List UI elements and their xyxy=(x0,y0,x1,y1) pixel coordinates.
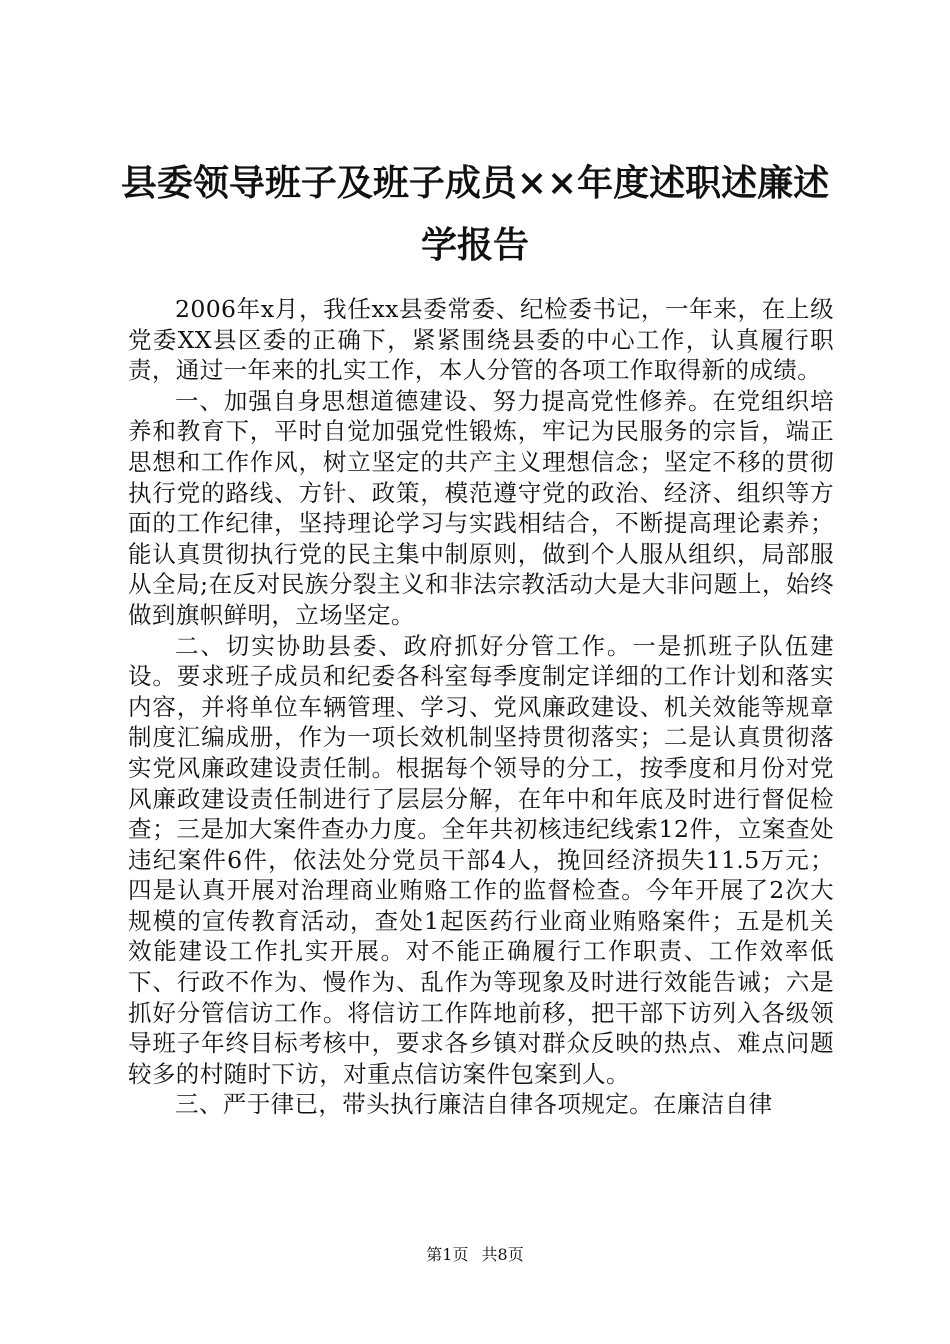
document-title-line-2: 学报告 xyxy=(420,224,529,266)
paragraph-section-1: 一、加强自身思想道德建设、努力提高党性修养。在党组织培养和教育下，平时自觉加强党性锻炼，牢记为民服务的宗旨，端正思想和工作作风，树立坚定的共产主义理想信念；坚定不移的贯彻执行党的路线、方针、政策，模范遵守党的政治、经济、组织等方面的工作纪律，坚持理论学习与实践相结合，不断提高理论素养；能认真贯彻执行党的民主集中制原则，做到个人服从组织，局部服从全局;在反对民族分裂主义和非法宗教活动大是大非问题上，始终做到旗帜鲜明，立场坚定。 xyxy=(128,386,834,629)
document-title xyxy=(110,152,840,276)
document-title-line-1: 县委领导班子及班子成员××年度述职述廉述 xyxy=(120,162,830,204)
page-footer xyxy=(0,1245,950,1265)
paragraph-section-2: 二、切实协助县委、政府抓好分管工作。一是抓班子队伍建设。要求班子成员和纪委各科室每季度制定详细的工作计划和落实内容，并将单位车辆管理、学习、党风廉政建设、机关效能等规章制度汇编成册，作为一项长效机制坚持贯彻落实；二是认真贯彻落实党风廉政建设责任制。根据每个领导的分工，按季度和月份对党风廉政建设责任制进行了层层分解，在年中和年底及时进行督促检查；三是加大案件查办力度。全年共初核违纪线索12件，立案查处违纪案件6件，依法处分党员干部4人，挽回经济损失11.5万元；四是认真开展对治理商业贿赂工作的监督检查。今年开展了2次大规模的宣传教育活动，查处1起医药行业商业贿赂案件；五是机关效能建设工作扎实开展。对不能正确履行工作职责、工作效率低下、行政不作为、慢作为、乱作为等现象及时进行效能告诫；六是抓好分管信访工作。将信访工作阵地前移，把干部下访列入各级领导班子年终目标考核中，要求各乡镇对群众反映的热点、难点问题较多的村随时下访，对重点信访案件包案到人。 xyxy=(128,631,834,1088)
page-number: 第1页 xyxy=(426,1245,469,1264)
page-total: 共8页 xyxy=(481,1245,524,1264)
paragraph-intro: 2006年x月，我任xx县委常委、纪检委书记，一年来，在上级党委XX县区委的正确下，紧紧围绕县委的中心工作，认真履行职责，通过一年来的扎实工作，本人分管的各项工作取得新的成绩。 xyxy=(128,295,834,385)
document-body xyxy=(128,294,834,1120)
paragraph-section-3: 三、严于律已，带头执行廉洁自律各项规定。在廉洁自律 xyxy=(175,1090,773,1119)
